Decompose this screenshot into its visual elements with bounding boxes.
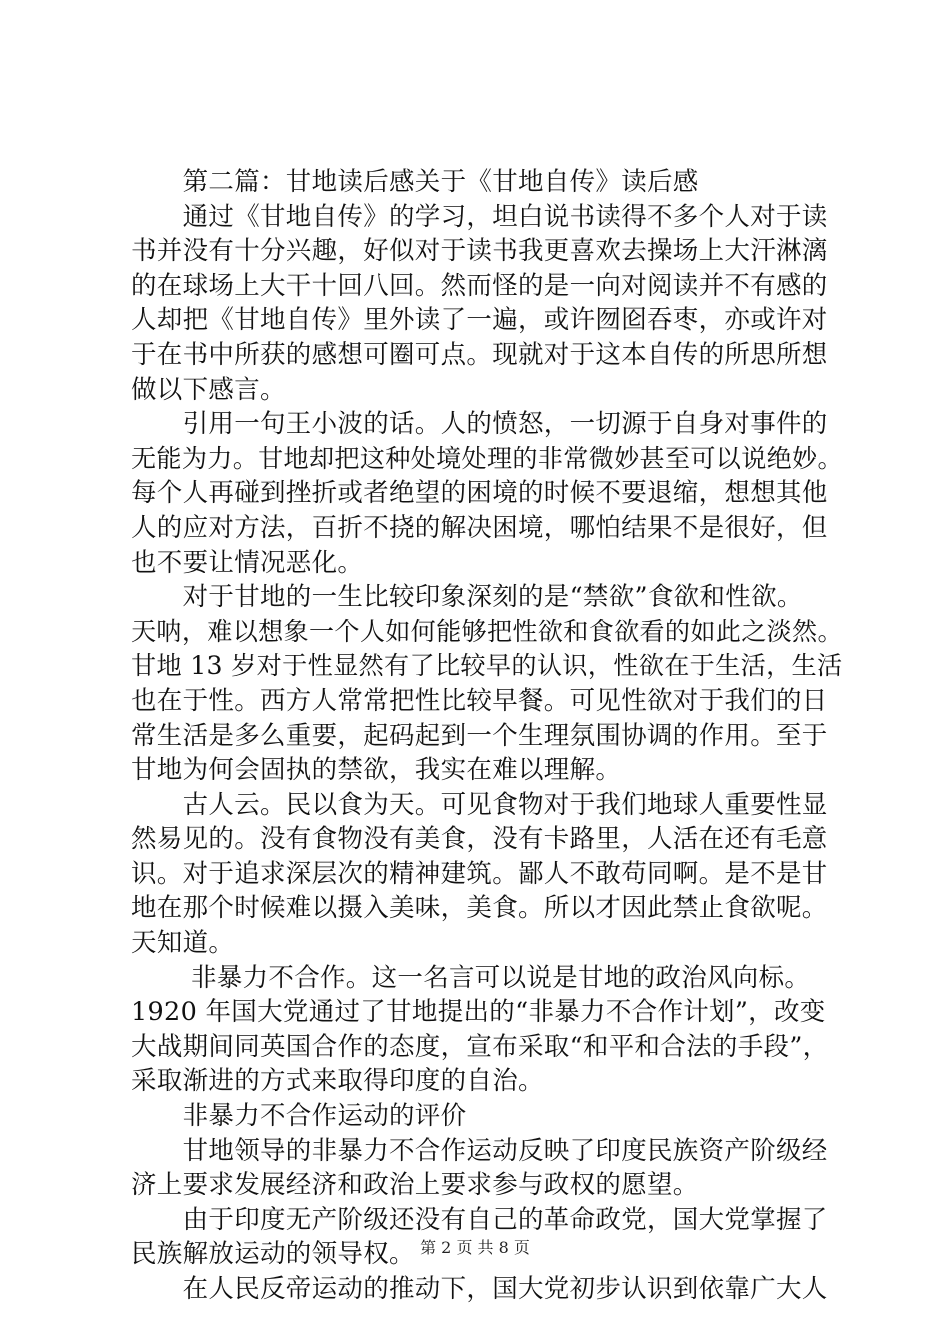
text-line: 引用一句王小波的话。人的愤怒，一切源于自身对事件的	[131, 409, 828, 440]
text-line: 通过《甘地自传》的学习，坦白说书读得不多个人对于读	[131, 201, 828, 232]
text-line: 在人民反帝运动的推动下，国大党初步认识到依靠广大人	[131, 1274, 828, 1304]
text-line: 的在球场上大干十回八回。然而怪的是一向对阅读并不有感的	[131, 270, 828, 301]
text-line: 天知道。	[131, 928, 235, 959]
page-footer: 第 2 页 共 8 页	[420, 1238, 530, 1257]
text-line: 古人云。民以食为天。可见食物对于我们地球人重要性显	[131, 789, 828, 820]
text-line: 采取渐进的方式来取得印度的自治。	[131, 1066, 544, 1097]
text-line: 甘地 13 岁对于性显然有了比较早的认识，性欲在于生活，生活	[131, 651, 843, 681]
text-line: 由于印度无产阶级还没有自己的革命政党，国大党掌握了	[131, 1204, 828, 1235]
text-line: 识。对于追求深层次的精神建筑。鄙人不敢苟同啊。是不是甘	[131, 858, 828, 889]
text-line: 也不要让情况恶化。	[131, 547, 364, 578]
text-line: 甘地为何会固执的禁欲，我实在难以理解。	[131, 755, 622, 786]
text-line: 也在于性。西方人常常把性比较早餐。可见性欲对于我们的日	[131, 685, 828, 716]
text-line: 甘地领导的非暴力不合作运动反映了印度民族资产阶级经	[131, 1135, 828, 1166]
text-line: 对于甘地的一生比较印象深刻的是“禁欲”食欲和性欲。	[131, 582, 803, 613]
text-line: 大战期间同英国合作的态度，宣布采取“和平和合法的手段”，	[131, 1031, 829, 1062]
text-line: 济上要求发展经济和政治上要求参与政权的愿望。	[131, 1170, 699, 1201]
text-line: 每个人再碰到挫折或者绝望的困境的时候不要退缩，想想其他	[131, 478, 828, 509]
text-line: 做以下感言。	[131, 374, 286, 405]
text-line: 民族解放运动的领导权。	[131, 1239, 415, 1270]
text-line: 天呐，难以想象一个人如何能够把性欲和食欲看的如此之淡然。	[131, 616, 843, 646]
text-line: 于在书中所获的感想可圈可点。现就对于这本自传的所思所想	[131, 339, 828, 370]
text-line: 1920 年国大党通过了甘地提出的“非暴力不合作计划”，改变	[131, 997, 826, 1028]
text-line: 人的应对方法，百折不挠的解决困境，哪怕结果不是很好，但	[131, 512, 828, 543]
text-line: 无能为力。甘地却把这种处境处理的非常微妙甚至可以说绝妙。	[131, 443, 843, 473]
text-line: 非暴力不合作运动的评价	[131, 1101, 467, 1132]
text-line: 地在那个时候难以摄入美味，美食。所以才因此禁止食欲呢。	[131, 893, 828, 924]
text-line: 常生活是多么重要，起码起到一个生理氛围协调的作用。至于	[131, 720, 828, 751]
text-line: 人却把《甘地自传》里外读了一遍，或许囫囵吞枣，亦或许对	[131, 305, 828, 336]
text-line: 非暴力不合作。这一名言可以说是甘地的政治风向标。	[131, 962, 811, 993]
text-line: 然易见的。没有食物没有美食，没有卡路里，人活在还有毛意	[131, 824, 828, 855]
document-body	[131, 165, 841, 1307]
text-line: 第二篇：甘地读后感关于《甘地自传》读后感	[131, 167, 699, 197]
text-line: 书并没有十分兴趣，好似对于读书我更喜欢去操场上大汗淋漓	[131, 236, 828, 267]
